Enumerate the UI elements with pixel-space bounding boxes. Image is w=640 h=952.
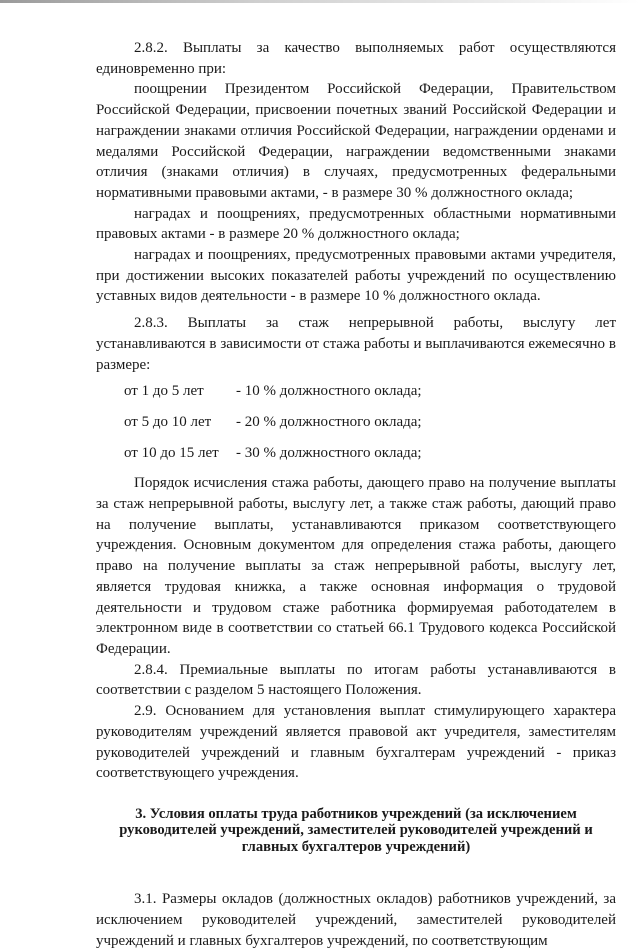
list-item [124,381,616,402]
list-item [124,412,616,433]
seniority-range: от 1 до 5 лет [124,383,204,400]
section-3-heading-line: главных бухгалтеров учреждений) [241,838,471,855]
paragraph-2-8-2-regional-awards: наградах и поощрениях, предусмотренных областными нормативными правовых актами - в размере 20 % должностного оклада; [96,205,616,243]
paragraph-2-8-2-federal-awards: поощрении Президентом Российской Федерации, Правительством Российской Федерации, присвоении почетных званий Российской Федерации и награждении знаками отличия Российской Федерации, награждении орденами и медалями Российской Федерации, награждении ведомственными знаками отличия (знаками отличия) в случаях, предусмотренных федеральными нормативными правовыми актами, - в размере 30 % должностного оклада; [96,81,616,201]
document-page [96,38,616,952]
paragraph-2-8-2-intro: 2.8.2. Выплаты за качество выполняемых работ осуществляются единовременно при: [96,40,616,77]
paragraph-2-8-2-founder-awards: наградах и поощрениях, предусмотренных правовыми актами учредителя, при достижении высоких показателей работы учреждений по осуществлению уставных видов деятельности - в размере 10 % должностного оклада. [96,247,616,305]
seniority-range: от 5 до 10 лет [124,413,212,430]
seniority-rate-list [96,381,616,463]
paragraph-seniority-calculation: Порядок исчисления стажа работы, дающего право на получение выплаты за стаж непрерывной работы, выслугу лет, а также стаж работы, дающий право на получение выплаты, устанавливаются приказом соответствующего учреждения. Основным документом для определения стажа работы, дающего право на получение выплаты за стаж непрерывной работы, выслугу лет, является трудовая книжка, а также основная информация о трудовой деятельности и трудовом стаже работника формируемая работодателем в электронном виде в соответствии со статьей 66.1 Трудового кодекса Российской Федерации. [96,475,616,657]
list-item [124,443,616,464]
paragraph-2-9: 2.9. Основанием для установления выплат стимулирующего характера руководителям учреждений является правовой акт учредителя, заместителям руководителей учреждений и главным бухгалтерам учреждений - приказ соответствующего учреждения. [96,703,616,782]
section-3-heading-line: 3. Условия оплаты труда работников учреждений (за исключением [135,805,577,822]
paragraph-2-8-4: 2.8.4. Премиальные выплаты по итогам работы устанавливаются в соответствии с разделом 5 настоящего Положения. [96,661,616,699]
section-3-heading-line: руководителей учреждений, заместителей руководителей учреждений и [119,822,593,839]
seniority-range: от 10 до 15 лет [124,444,219,461]
seniority-rate: - 10 % должностного оклада; [236,383,422,400]
seniority-rate: - 30 % должностного оклада; [236,444,422,461]
paragraph-3-1: 3.1. Размеры окладов (должностных окладов) работников учреждений, за исключением руководителей учреждений, заместителей руководителей учреждений и главных бухгалтеров учреждений, по соответствующим [96,891,616,949]
paragraph-2-8-3-intro: 2.8.3. Выплаты за стаж непрерывной работы, выслугу лет устанавливаются в зависимости от стажа работы и выплачиваются ежемесячно в размере: [96,315,616,373]
section-3-heading [96,806,616,856]
scan-top-edge [0,0,640,3]
seniority-rate: - 20 % должностного оклада; [236,413,422,430]
